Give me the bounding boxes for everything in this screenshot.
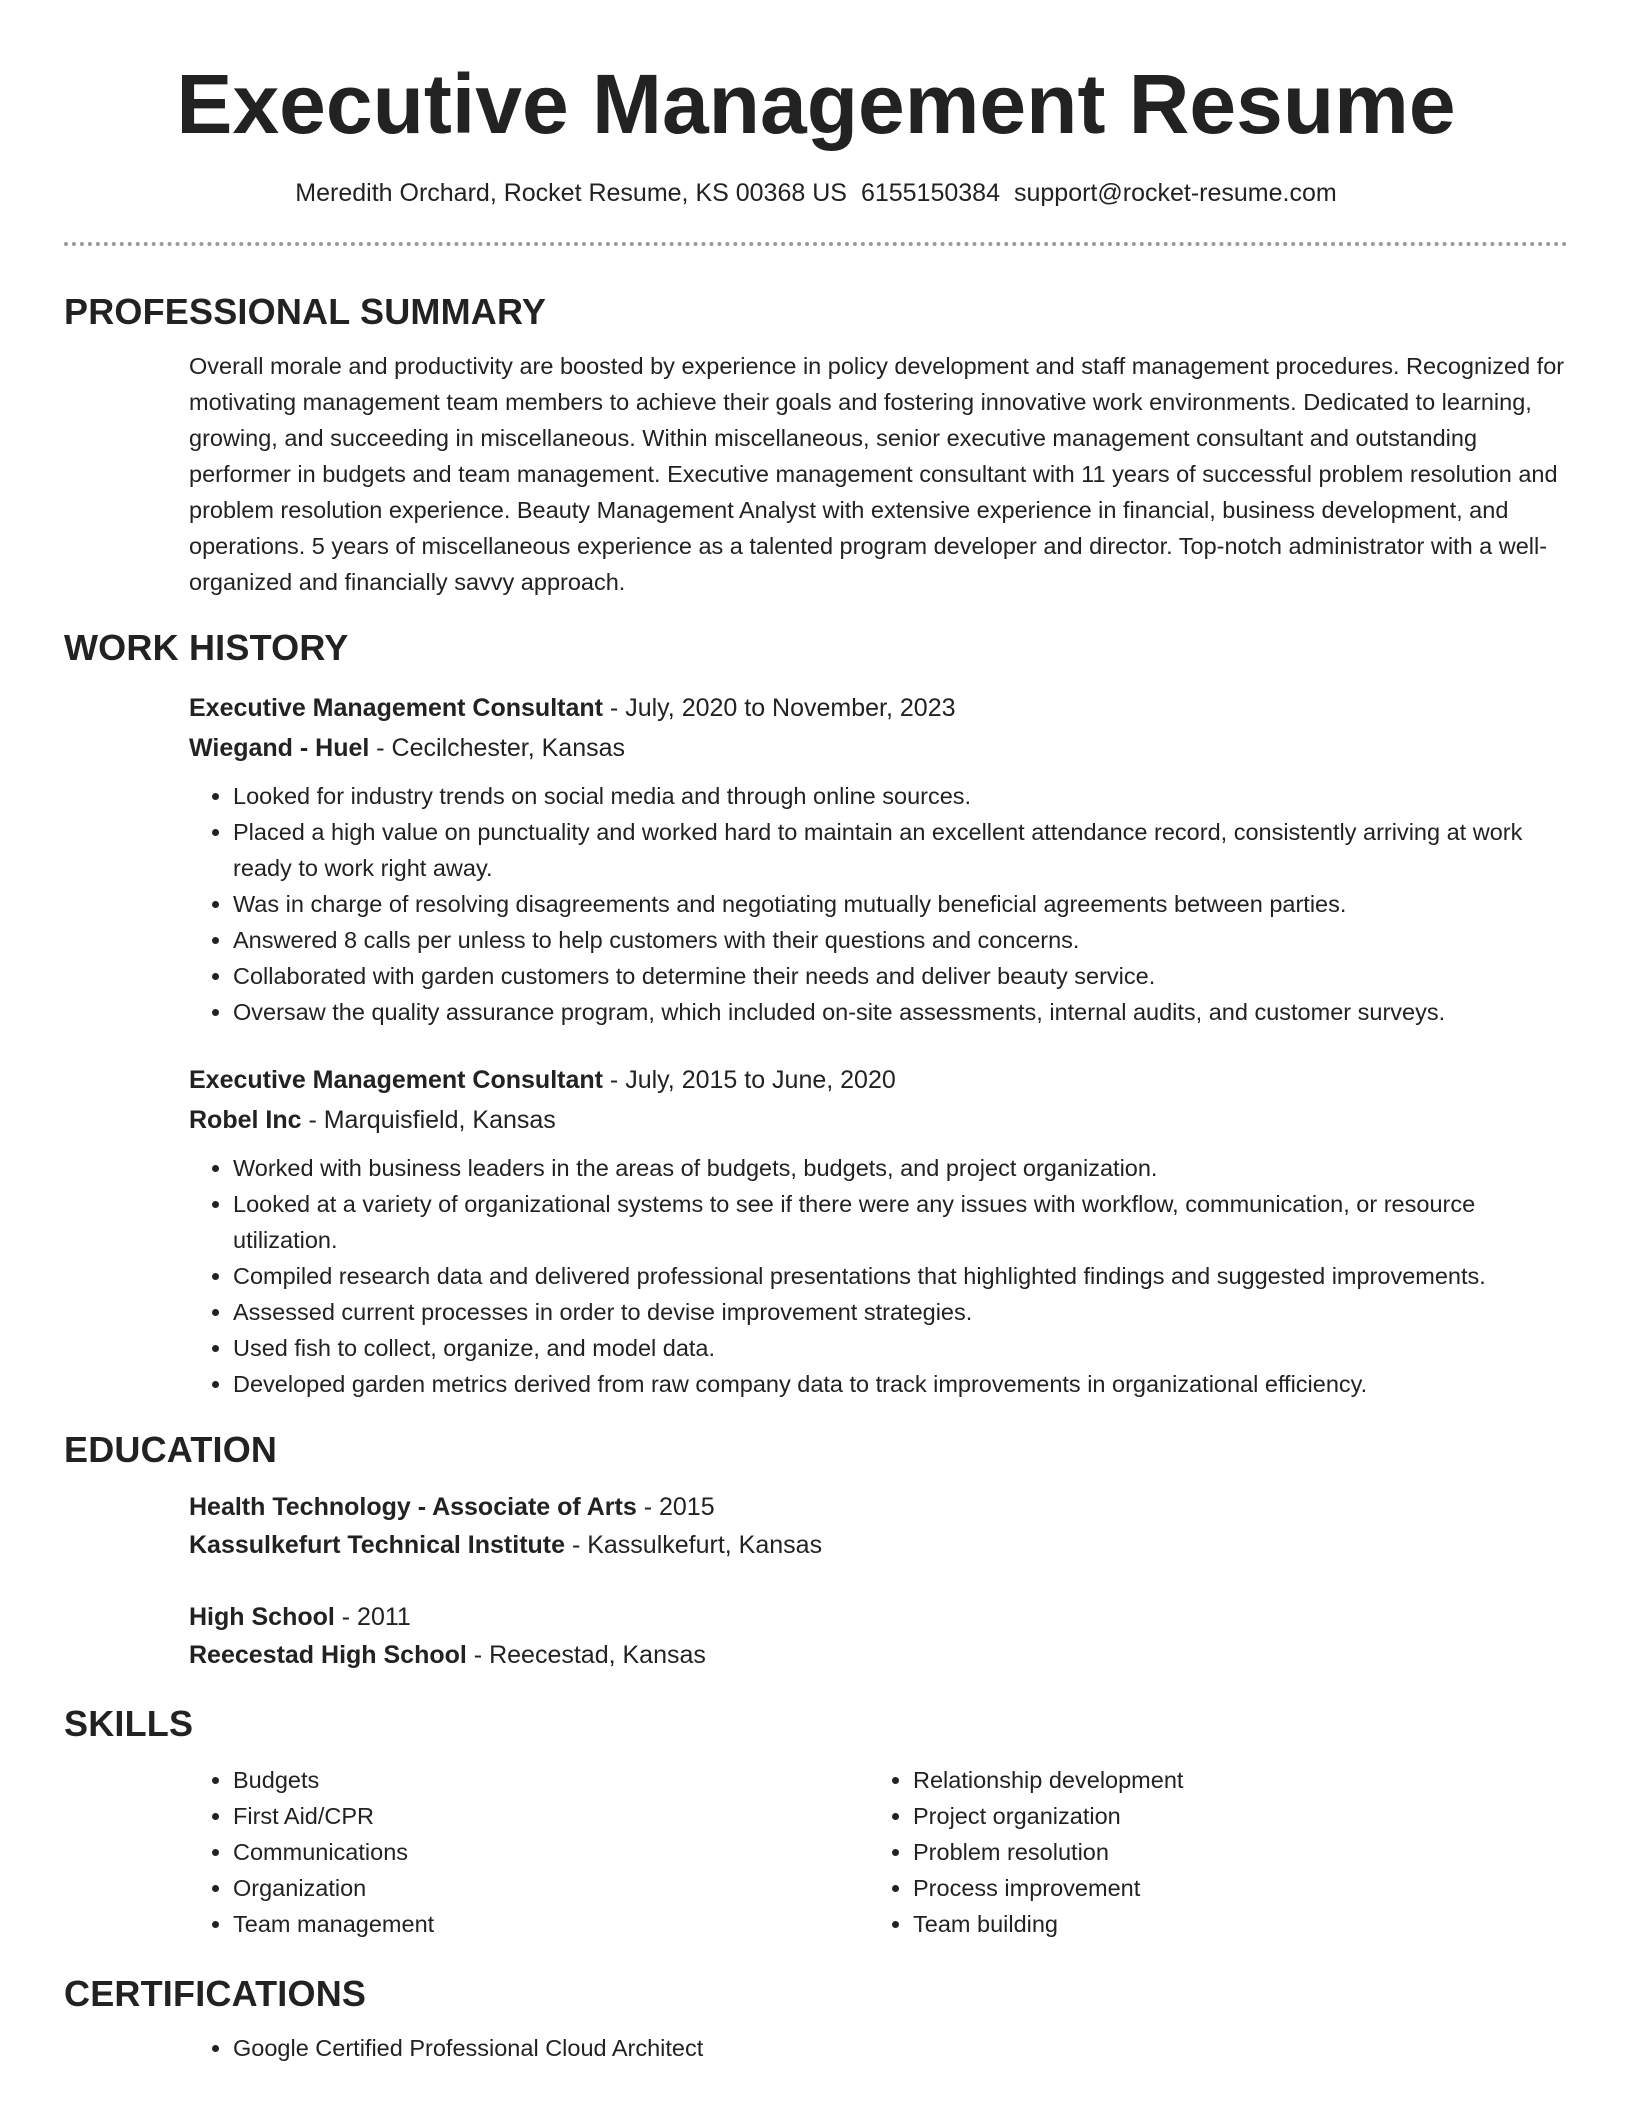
certifications-list [189, 2030, 1568, 2066]
edu-degree: Health Technology - Associate of Arts [189, 1493, 637, 1521]
edu-location: - Reecestad, Kansas [466, 1641, 706, 1669]
edu-year: - 2015 [636, 1493, 715, 1521]
list-item: • Assessed current processes in order to devise improvement strategies. [233, 1294, 1568, 1330]
job-company: Wiegand - Huel [189, 734, 370, 762]
job-bullets [189, 778, 1568, 1030]
job-title-line [189, 1060, 1568, 1100]
job-entry [189, 1060, 1568, 1402]
skill-item: • Project organization [913, 1798, 1549, 1834]
education-entry [189, 1488, 1568, 1564]
list-item: • Developed garden metrics derived from raw company data to track improvements in organizational efficiency. [233, 1366, 1568, 1402]
skill-item: • Budgets [233, 1762, 869, 1798]
skill-item: • Relationship development [913, 1762, 1549, 1798]
skill-item: • Communications [233, 1834, 869, 1870]
skills-column-left [189, 1762, 869, 1942]
summary-section [189, 348, 1568, 600]
edu-degree-line [189, 1488, 1568, 1526]
skill-item: • Organization [233, 1870, 869, 1906]
header-divider [64, 242, 1568, 246]
skills-column-right [869, 1762, 1549, 1942]
education-entry [189, 1598, 1568, 1674]
job-dates: - July, 2015 to June, 2020 [602, 1066, 896, 1094]
job-position: Executive Management Consultant [189, 1066, 603, 1094]
education-section [189, 1488, 1568, 1674]
skill-item: • Process improvement [913, 1870, 1549, 1906]
skills-grid [189, 1762, 1569, 1942]
edu-year: - 2011 [334, 1603, 411, 1631]
section-title-summary: PROFESSIONAL SUMMARY [64, 291, 547, 332]
list-item: • Used fish to collect, organize, and model data. [233, 1330, 1568, 1366]
contact-phone: 6155150384 [860, 179, 1000, 207]
skill-item: • Team building [913, 1906, 1549, 1942]
section-title-skills: SKILLS [64, 1703, 194, 1744]
job-position: Executive Management Consultant [189, 694, 603, 722]
skills-list-left [189, 1762, 869, 1942]
skills-list-right [869, 1762, 1549, 1942]
resume-title: Executive Management Resume [176, 57, 1456, 151]
summary-text: Overall morale and productivity are boosted by experience in policy development and staff management procedures. Recognized for motivating management team members to achieve their goals and fostering innovative work environments. Dedicated to learning, growing, and succeeding in miscellaneous. Within miscellaneous, senior executive management consultant and outstanding performer in budgets and team management. Executive management consultant with 11 years of successful problem resolution and problem resolution experience. Beauty Management Analyst with extensive experience in financial, business development, and operations. 5 years of miscellaneous experience as a talented program developer and director. Top-notch administrator with a well-organized and financially savvy approach. [189, 353, 1565, 595]
work-history-section [189, 688, 1568, 1402]
edu-school: Kassulkefurt Technical Institute [189, 1531, 566, 1559]
list-item: • Worked with business leaders in the areas of budgets, budgets, and project organization. [233, 1150, 1568, 1186]
list-item: • Collaborated with garden customers to determine their needs and deliver beauty service. [233, 958, 1568, 994]
edu-school-line [189, 1636, 1568, 1674]
section-title-certifications: CERTIFICATIONS [64, 1973, 367, 2014]
contact-email: support@rocket-resume.com [1013, 179, 1337, 207]
skill-item: • Problem resolution [913, 1834, 1549, 1870]
skills-section [189, 1762, 1568, 1942]
list-item: • Looked at a variety of organizational systems to see if there were any issues with workflow, communication, or resource utilization. [233, 1186, 1568, 1258]
list-item: • Oversaw the quality assurance program, which included on-site assessments, internal audits, and customer surveys. [233, 994, 1568, 1030]
list-item: • Answered 8 calls per unless to help customers with their questions and concerns. [233, 922, 1568, 958]
edu-location: - Kassulkefurt, Kansas [565, 1531, 823, 1559]
job-title-line [189, 688, 1568, 728]
contact-line [64, 176, 1568, 210]
job-company-line [189, 1100, 1568, 1140]
list-item: • Was in charge of resolving disagreements and negotiating mutually beneficial agreements between parties. [233, 886, 1568, 922]
edu-school-line [189, 1526, 1568, 1564]
job-dates: - July, 2020 to November, 2023 [602, 694, 956, 722]
certification-item: • Google Certified Professional Cloud Architect [233, 2030, 1568, 2066]
skill-item: • Team management [233, 1906, 869, 1942]
edu-degree-line [189, 1598, 1568, 1636]
job-bullets [189, 1150, 1568, 1402]
resume-page [64, 0, 1568, 2066]
section-title-work-history: WORK HISTORY [64, 627, 349, 668]
skill-item: • First Aid/CPR [233, 1798, 869, 1834]
job-entry [189, 688, 1568, 1030]
job-company: Robel Inc [189, 1106, 302, 1134]
contact-address: Meredith Orchard, Rocket Resume, KS 00368 US [295, 179, 847, 207]
job-company-line [189, 728, 1568, 768]
list-item: • Placed a high value on punctuality and worked hard to maintain an excellent attendance record, consistently arriving at work ready to work right away. [233, 814, 1568, 886]
job-location: - Marquisfield, Kansas [301, 1106, 556, 1134]
list-item: • Compiled research data and delivered professional presentations that highlighted findings and suggested improvements. [233, 1258, 1568, 1294]
section-title-education: EDUCATION [64, 1429, 278, 1470]
certifications-section [189, 2030, 1568, 2066]
edu-school: Reecestad High School [189, 1641, 467, 1669]
job-location: - Cecilchester, Kansas [369, 734, 626, 762]
list-item: • Looked for industry trends on social media and through online sources. [233, 778, 1568, 814]
edu-degree: High School [189, 1603, 335, 1631]
